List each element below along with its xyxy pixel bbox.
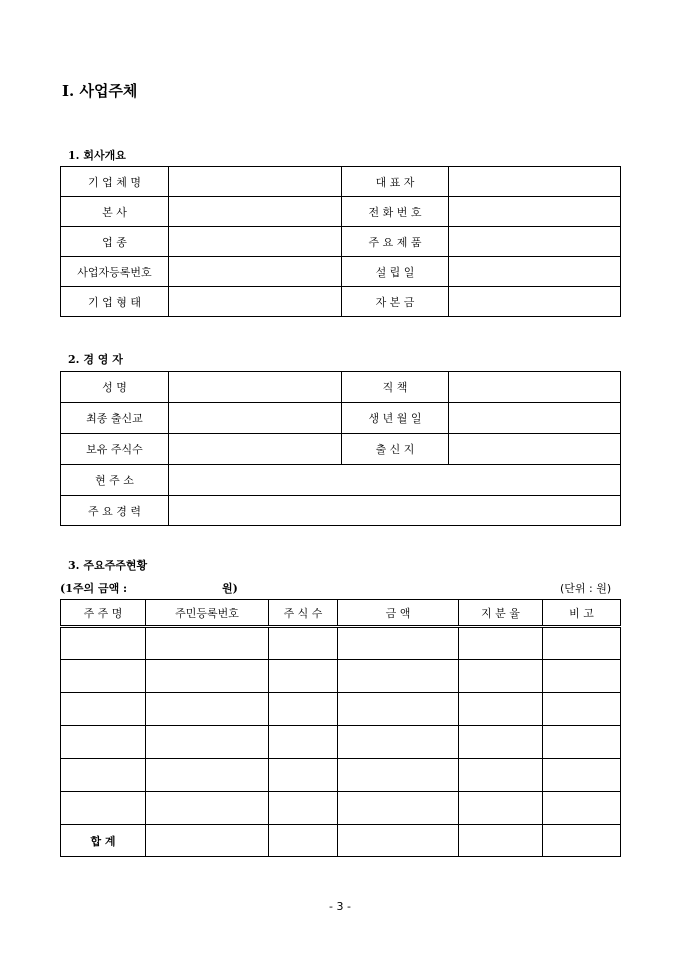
table-cell[interactable] bbox=[459, 627, 543, 660]
table-cell[interactable] bbox=[269, 660, 338, 693]
manager-row bbox=[61, 403, 621, 434]
table-cell[interactable] bbox=[146, 693, 269, 726]
field-label: 설 립 일 bbox=[375, 265, 415, 279]
total-cell[interactable] bbox=[338, 825, 459, 857]
table-row bbox=[61, 726, 621, 759]
table-cell[interactable] bbox=[269, 693, 338, 726]
table-cell[interactable] bbox=[338, 792, 459, 825]
table-row bbox=[61, 693, 621, 726]
table-cell[interactable] bbox=[338, 660, 459, 693]
company-table bbox=[60, 166, 621, 317]
label-cell bbox=[342, 167, 449, 197]
address-label: 현 주 소 bbox=[95, 474, 134, 487]
field-label: 전 화 번 호 bbox=[368, 205, 422, 219]
field-label: 대 표 자 bbox=[375, 175, 415, 189]
table-cell[interactable] bbox=[269, 627, 338, 660]
label-cell bbox=[61, 167, 169, 197]
value-cell[interactable] bbox=[449, 287, 621, 317]
label-cell bbox=[342, 257, 449, 287]
table-cell[interactable] bbox=[269, 726, 338, 759]
total-label: 합 계 bbox=[61, 825, 146, 857]
label-cell bbox=[342, 197, 449, 227]
label-cell bbox=[61, 257, 169, 287]
label-cell bbox=[61, 227, 169, 257]
company-row bbox=[61, 287, 621, 317]
company-row bbox=[61, 167, 621, 197]
table-cell[interactable] bbox=[543, 759, 621, 792]
field-label: 최종 출신교 bbox=[86, 412, 143, 425]
table-cell[interactable] bbox=[61, 792, 146, 825]
table-cell[interactable] bbox=[61, 660, 146, 693]
column-header: 주 주 명 bbox=[61, 600, 146, 627]
shareholders-section-title: 3. 주요주주현황 bbox=[68, 559, 148, 572]
value-cell[interactable] bbox=[449, 227, 621, 257]
field-label: 보유 주식수 bbox=[86, 443, 143, 456]
address-label-cell bbox=[61, 465, 169, 496]
table-row bbox=[61, 660, 621, 693]
value-cell[interactable] bbox=[169, 257, 342, 287]
field-label: 사업자등록번호 bbox=[77, 265, 152, 279]
field-label: 본 사 bbox=[102, 205, 127, 219]
value-cell[interactable] bbox=[169, 403, 342, 434]
career-label: 주 요 경 력 bbox=[88, 504, 141, 518]
career-value-cell[interactable] bbox=[169, 496, 621, 526]
value-cell[interactable] bbox=[169, 372, 342, 403]
value-cell[interactable] bbox=[449, 434, 621, 465]
total-cell[interactable] bbox=[269, 825, 338, 857]
value-cell[interactable] bbox=[169, 167, 342, 197]
field-label: 성 명 bbox=[102, 381, 127, 394]
value-cell[interactable] bbox=[449, 257, 621, 287]
address-value-cell[interactable] bbox=[169, 465, 621, 496]
table-cell[interactable] bbox=[269, 759, 338, 792]
value-cell[interactable] bbox=[449, 167, 621, 197]
table-row bbox=[61, 759, 621, 792]
table-cell[interactable] bbox=[146, 726, 269, 759]
total-cell[interactable] bbox=[459, 825, 543, 857]
shareholders-header-row bbox=[61, 600, 621, 627]
field-label: 직 책 bbox=[382, 381, 408, 394]
total-cell[interactable] bbox=[146, 825, 269, 857]
share-price-unit: 원) bbox=[222, 582, 238, 595]
label-cell bbox=[342, 403, 449, 434]
table-cell[interactable] bbox=[146, 792, 269, 825]
table-cell[interactable] bbox=[61, 627, 146, 660]
label-cell bbox=[342, 434, 449, 465]
label-cell bbox=[61, 434, 169, 465]
manager-address-row bbox=[61, 465, 621, 496]
value-cell[interactable] bbox=[169, 434, 342, 465]
manager-row bbox=[61, 372, 621, 403]
shareholders-table bbox=[60, 599, 621, 857]
manager-section-title: 2. 경 영 자 bbox=[68, 353, 123, 366]
field-label: 자 본 금 bbox=[375, 295, 415, 309]
value-cell[interactable] bbox=[169, 287, 342, 317]
table-cell[interactable] bbox=[459, 792, 543, 825]
table-cell[interactable] bbox=[146, 660, 269, 693]
table-row bbox=[61, 792, 621, 825]
table-cell[interactable] bbox=[543, 693, 621, 726]
table-cell[interactable] bbox=[146, 627, 269, 660]
table-cell[interactable] bbox=[338, 693, 459, 726]
value-cell[interactable] bbox=[169, 197, 342, 227]
label-cell bbox=[61, 372, 169, 403]
table-cell[interactable] bbox=[338, 627, 459, 660]
table-cell[interactable] bbox=[543, 792, 621, 825]
share-price-label: (1주의 금액 : bbox=[60, 582, 128, 595]
table-cell[interactable] bbox=[543, 660, 621, 693]
field-label: 기 업 체 명 bbox=[88, 175, 141, 189]
manager-career-row bbox=[61, 496, 621, 526]
table-cell[interactable] bbox=[61, 726, 146, 759]
table-cell[interactable] bbox=[543, 726, 621, 759]
label-cell bbox=[342, 372, 449, 403]
value-cell[interactable] bbox=[449, 197, 621, 227]
page-number: - 3 - bbox=[329, 900, 351, 913]
manager-table bbox=[60, 371, 621, 526]
value-cell[interactable] bbox=[449, 403, 621, 434]
label-cell bbox=[342, 227, 449, 257]
unit-note: (단위 : 원) bbox=[560, 582, 612, 595]
field-label: 주 요 제 품 bbox=[368, 235, 422, 249]
label-cell bbox=[61, 403, 169, 434]
field-label: 기 업 형 태 bbox=[88, 295, 141, 309]
section-title: Ⅰ. 사업주체 bbox=[62, 82, 138, 100]
value-cell[interactable] bbox=[169, 227, 342, 257]
company-row bbox=[61, 227, 621, 257]
column-header: 지 분 율 bbox=[459, 600, 543, 627]
column-header: 비 고 bbox=[543, 600, 621, 627]
total-row bbox=[61, 825, 621, 857]
manager-row bbox=[61, 434, 621, 465]
table-cell[interactable] bbox=[338, 726, 459, 759]
label-cell bbox=[61, 287, 169, 317]
table-row bbox=[61, 627, 621, 660]
table-cell[interactable] bbox=[459, 660, 543, 693]
field-label: 출 신 지 bbox=[375, 443, 415, 456]
column-header: 금 액 bbox=[338, 600, 459, 627]
table-cell[interactable] bbox=[338, 759, 459, 792]
company-section-title: 1. 회사개요 bbox=[68, 149, 126, 162]
table-cell[interactable] bbox=[459, 759, 543, 792]
company-row bbox=[61, 257, 621, 287]
field-label: 생 년 월 일 bbox=[368, 412, 422, 425]
table-cell[interactable] bbox=[269, 792, 338, 825]
field-label: 업 종 bbox=[102, 235, 127, 249]
table-cell[interactable] bbox=[543, 627, 621, 660]
value-cell[interactable] bbox=[449, 372, 621, 403]
label-cell bbox=[61, 197, 169, 227]
table-cell[interactable] bbox=[61, 693, 146, 726]
company-row bbox=[61, 197, 621, 227]
column-header: 주민등록번호 bbox=[146, 600, 269, 627]
table-cell[interactable] bbox=[61, 759, 146, 792]
career-label-cell bbox=[61, 496, 169, 526]
label-cell bbox=[342, 287, 449, 317]
total-cell[interactable] bbox=[543, 825, 621, 857]
table-cell[interactable] bbox=[459, 693, 543, 726]
table-cell[interactable] bbox=[459, 726, 543, 759]
table-cell[interactable] bbox=[146, 759, 269, 792]
column-header: 주 식 수 bbox=[269, 600, 338, 627]
